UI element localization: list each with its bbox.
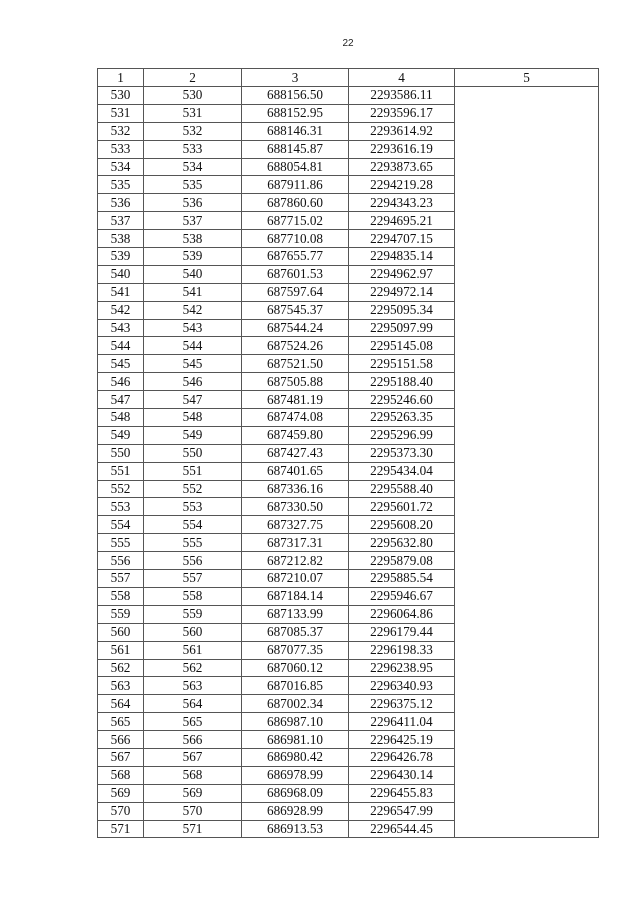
table-cell: 687077.35	[242, 641, 349, 659]
table-cell: 569	[98, 784, 144, 802]
table-cell: 570	[144, 802, 242, 820]
table-cell: 544	[144, 337, 242, 355]
table-cell: 2295632.80	[349, 534, 455, 552]
table-cell: 2295434.04	[349, 462, 455, 480]
table-cell: 558	[144, 587, 242, 605]
table-cell: 2296375.12	[349, 695, 455, 713]
table-cell: 2294707.15	[349, 230, 455, 248]
table-cell: 540	[98, 265, 144, 283]
table-cell: 687336.16	[242, 480, 349, 498]
table-cell: 2295246.60	[349, 391, 455, 409]
table-cell: 2295608.20	[349, 516, 455, 534]
table-cell: 543	[98, 319, 144, 337]
table-cell: 687210.07	[242, 570, 349, 588]
table-cell: 541	[98, 283, 144, 301]
column-header: 4	[349, 69, 455, 87]
table-cell: 552	[144, 480, 242, 498]
table-cell: 688054.81	[242, 158, 349, 176]
table-cell: 687016.85	[242, 677, 349, 695]
table-cell: 2296340.93	[349, 677, 455, 695]
table-cell: 687060.12	[242, 659, 349, 677]
table-cell: 551	[98, 462, 144, 480]
table-cell: 687545.37	[242, 301, 349, 319]
table-cell: 2294695.21	[349, 212, 455, 230]
table-cell: 2296238.95	[349, 659, 455, 677]
table-cell: 2295588.40	[349, 480, 455, 498]
table-cell: 2295601.72	[349, 498, 455, 516]
table-cell: 2294343.23	[349, 194, 455, 212]
table-cell: 538	[98, 230, 144, 248]
table-cell: 687427.43	[242, 444, 349, 462]
table-cell: 537	[98, 212, 144, 230]
table-cell: 2296411.04	[349, 713, 455, 731]
table-cell: 2296544.45	[349, 820, 455, 838]
table-cell: 687655.77	[242, 248, 349, 266]
table-cell: 2295296.99	[349, 426, 455, 444]
table-cell: 535	[98, 176, 144, 194]
column-header: 3	[242, 69, 349, 87]
table-cell: 545	[144, 355, 242, 373]
table-cell: 687911.86	[242, 176, 349, 194]
table-cell: 565	[144, 713, 242, 731]
table-cell: 555	[98, 534, 144, 552]
table-cell: 567	[98, 748, 144, 766]
table-cell: 560	[98, 623, 144, 641]
table-cell: 2295263.35	[349, 409, 455, 427]
table-cell: 546	[98, 373, 144, 391]
table-cell: 554	[144, 516, 242, 534]
table-cell: 688146.31	[242, 122, 349, 140]
table-cell: 2296430.14	[349, 766, 455, 784]
table-cell: 531	[98, 104, 144, 122]
table-cell: 538	[144, 230, 242, 248]
table-cell: 2293586.11	[349, 87, 455, 105]
table-header-row	[98, 69, 599, 87]
table-cell: 543	[144, 319, 242, 337]
table-cell: 687184.14	[242, 587, 349, 605]
table-cell: 687597.64	[242, 283, 349, 301]
table-cell: 2295373.30	[349, 444, 455, 462]
table-cell: 687327.75	[242, 516, 349, 534]
table-cell: 553	[98, 498, 144, 516]
table-cell: 549	[98, 426, 144, 444]
table-cell: 687481.19	[242, 391, 349, 409]
table-cell: 532	[144, 122, 242, 140]
table-cell: 686987.10	[242, 713, 349, 731]
table-cell: 687505.88	[242, 373, 349, 391]
table-cell: 2293616.19	[349, 140, 455, 158]
table-cell: 534	[98, 158, 144, 176]
table-cell: 687710.08	[242, 230, 349, 248]
table-cell: 687860.60	[242, 194, 349, 212]
table-cell: 687601.53	[242, 265, 349, 283]
table-cell: 2295188.40	[349, 373, 455, 391]
table-cell: 562	[144, 659, 242, 677]
table-cell: 2294835.14	[349, 248, 455, 266]
table-cell: 2295151.58	[349, 355, 455, 373]
table-cell: 2296179.44	[349, 623, 455, 641]
table-cell: 550	[98, 444, 144, 462]
table-cell: 566	[98, 731, 144, 749]
table-cell: 571	[144, 820, 242, 838]
page-number: 22	[342, 38, 354, 49]
table-cell: 568	[98, 766, 144, 784]
table-cell: 570	[98, 802, 144, 820]
table-cell: 569	[144, 784, 242, 802]
table-cell: 688156.50	[242, 87, 349, 105]
table-cell: 564	[98, 695, 144, 713]
table-cell: 550	[144, 444, 242, 462]
table-body	[98, 87, 599, 838]
table-cell: 561	[98, 641, 144, 659]
table-cell: 542	[98, 301, 144, 319]
table-cell: 533	[144, 140, 242, 158]
table-cell: 687212.82	[242, 552, 349, 570]
table-cell: 541	[144, 283, 242, 301]
table-row	[98, 87, 599, 105]
table-cell: 539	[144, 248, 242, 266]
table-cell: 687330.50	[242, 498, 349, 516]
table-cell: 687524.26	[242, 337, 349, 355]
table-cell: 687459.80	[242, 426, 349, 444]
table-cell: 546	[144, 373, 242, 391]
column-header: 5	[455, 69, 599, 87]
table-cell: 687133.99	[242, 605, 349, 623]
table-cell: 686968.09	[242, 784, 349, 802]
table-cell: 552	[98, 480, 144, 498]
table-cell: 542	[144, 301, 242, 319]
table-cell: 2296064.86	[349, 605, 455, 623]
table-cell: 531	[144, 104, 242, 122]
table-cell: 2293596.17	[349, 104, 455, 122]
table-cell: 555	[144, 534, 242, 552]
table-cell: 562	[98, 659, 144, 677]
table-cell: 549	[144, 426, 242, 444]
table-cell: 688152.95	[242, 104, 349, 122]
column-header: 2	[144, 69, 242, 87]
table-cell: 687401.65	[242, 462, 349, 480]
table-cell: 687002.34	[242, 695, 349, 713]
table-cell: 559	[98, 605, 144, 623]
table-cell: 2294219.28	[349, 176, 455, 194]
table-cell: 547	[98, 391, 144, 409]
table-cell: 2295885.54	[349, 570, 455, 588]
table-cell: 536	[98, 194, 144, 212]
table-cell: 568	[144, 766, 242, 784]
table-cell: 557	[98, 570, 144, 588]
coordinates-table	[97, 68, 599, 838]
table-cell: 558	[98, 587, 144, 605]
table-cell: 559	[144, 605, 242, 623]
table-cell: 533	[98, 140, 144, 158]
table-cell: 557	[144, 570, 242, 588]
table-cell: 548	[98, 409, 144, 427]
table-cell: 687521.50	[242, 355, 349, 373]
table-cell: 2295946.67	[349, 587, 455, 605]
table-cell: 2296425.19	[349, 731, 455, 749]
table-cell: 2294962.97	[349, 265, 455, 283]
table-cell: 551	[144, 462, 242, 480]
table-cell: 544	[98, 337, 144, 355]
table-cell: 2296547.99	[349, 802, 455, 820]
table-cell: 532	[98, 122, 144, 140]
column-header: 1	[98, 69, 144, 87]
table-cell: 686981.10	[242, 731, 349, 749]
table-cell: 561	[144, 641, 242, 659]
table-cell: 686928.99	[242, 802, 349, 820]
table-cell: 2296198.33	[349, 641, 455, 659]
table-cell: 687715.02	[242, 212, 349, 230]
table-cell: 2295145.08	[349, 337, 455, 355]
table-cell: 2295095.34	[349, 301, 455, 319]
table-cell: 530	[98, 87, 144, 105]
table-cell: 536	[144, 194, 242, 212]
table-cell: 2295097.99	[349, 319, 455, 337]
table-cell: 548	[144, 409, 242, 427]
table-cell: 567	[144, 748, 242, 766]
table-cell: 687544.24	[242, 319, 349, 337]
table-cell: 560	[144, 623, 242, 641]
table-cell: 556	[98, 552, 144, 570]
table-cell: 540	[144, 265, 242, 283]
table-cell: 563	[98, 677, 144, 695]
table-cell: 2293873.65	[349, 158, 455, 176]
table-cell: 564	[144, 695, 242, 713]
column-5-cell	[455, 87, 599, 838]
table-cell: 686980.42	[242, 748, 349, 766]
table-cell: 566	[144, 731, 242, 749]
table-cell: 534	[144, 158, 242, 176]
table-cell: 2296455.83	[349, 784, 455, 802]
table-cell: 687085.37	[242, 623, 349, 641]
table-cell: 686978.99	[242, 766, 349, 784]
table-cell: 2293614.92	[349, 122, 455, 140]
table-cell: 553	[144, 498, 242, 516]
table-cell: 687474.08	[242, 409, 349, 427]
table-cell: 539	[98, 248, 144, 266]
table-cell: 688145.87	[242, 140, 349, 158]
table-cell: 530	[144, 87, 242, 105]
table-cell: 535	[144, 176, 242, 194]
table-cell: 547	[144, 391, 242, 409]
table-cell: 571	[98, 820, 144, 838]
table-cell: 686913.53	[242, 820, 349, 838]
table-cell: 563	[144, 677, 242, 695]
table-cell: 554	[98, 516, 144, 534]
table-cell: 565	[98, 713, 144, 731]
table-cell: 2295879.08	[349, 552, 455, 570]
table-cell: 537	[144, 212, 242, 230]
table-cell: 2296426.78	[349, 748, 455, 766]
table-cell: 545	[98, 355, 144, 373]
table-cell: 687317.31	[242, 534, 349, 552]
table-cell: 2294972.14	[349, 283, 455, 301]
table-cell: 556	[144, 552, 242, 570]
